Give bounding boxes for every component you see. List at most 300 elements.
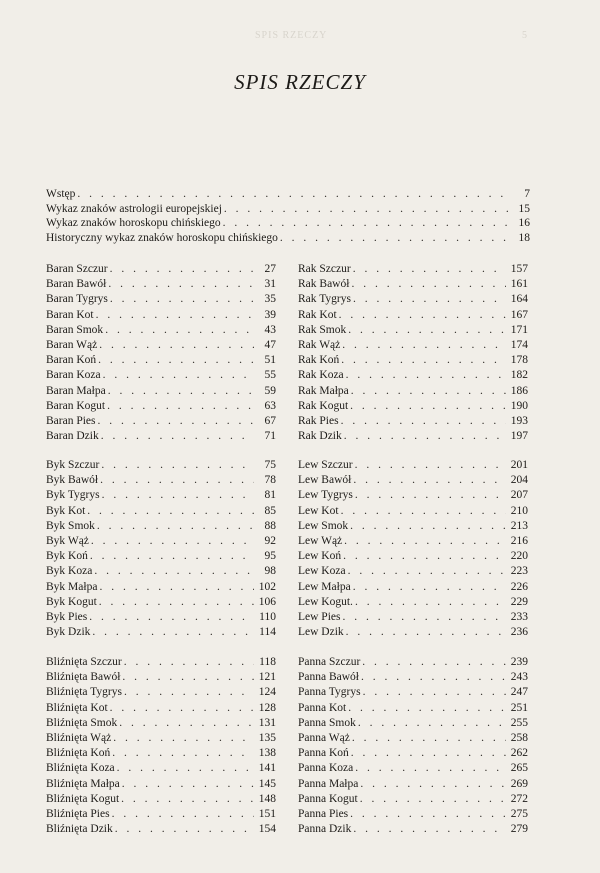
toc-row[interactable] (46, 354, 276, 369)
toc-row[interactable] (46, 203, 530, 218)
toc-label: Baran Dzik (46, 430, 99, 443)
toc-row[interactable] (46, 596, 276, 611)
leader-dots (361, 686, 506, 698)
toc-label: Byk Pies (46, 610, 88, 623)
leader-dots (98, 474, 254, 486)
leader-dots (103, 324, 254, 336)
leader-dots (92, 565, 254, 577)
toc-label: Bliźnięta Kogut (46, 792, 120, 805)
toc-page: 110 (259, 610, 276, 623)
leader-dots (97, 339, 254, 351)
toc-row[interactable] (298, 702, 528, 717)
toc-row[interactable] (298, 778, 528, 793)
toc-row[interactable] (46, 671, 276, 686)
leader-dots (106, 385, 254, 397)
toc-row[interactable] (46, 385, 276, 400)
toc-row[interactable] (298, 474, 528, 489)
toc-page: 43 (264, 323, 276, 336)
toc-label: Byk Kogut (46, 595, 97, 608)
toc-row[interactable] (298, 309, 528, 324)
toc-label: Rak Szczur (298, 263, 351, 275)
toc-label: Panna Koza (298, 762, 354, 775)
toc-page: 262 (510, 747, 528, 760)
toc-page: 197 (510, 430, 528, 443)
toc-label: Bliźnięta Szczur (46, 656, 122, 668)
leader-dots (97, 596, 254, 608)
leader-dots (100, 489, 254, 501)
leader-dots (353, 596, 506, 608)
toc-page: 67 (264, 414, 276, 427)
leader-dots (348, 808, 506, 820)
toc-label: Lew Małpa (298, 580, 351, 593)
toc-label: Rak Pies (298, 414, 339, 427)
toc-label: Wstęp (46, 188, 76, 200)
leader-dots (351, 293, 506, 305)
toc-row[interactable] (46, 793, 276, 808)
toc-row[interactable] (298, 596, 528, 611)
leader-dots (94, 309, 254, 321)
toc-page: 213 (510, 519, 528, 532)
toc-row[interactable] (46, 430, 276, 445)
toc-row[interactable] (298, 535, 528, 550)
leader-dots (105, 400, 254, 412)
toc-label: Panna Małpa (298, 777, 359, 790)
toc-page: 47 (264, 338, 276, 351)
intro-list (46, 188, 530, 246)
toc-page: 118 (259, 656, 276, 668)
toc-page: 178 (510, 354, 528, 367)
leader-dots (341, 550, 506, 562)
leader-dots (340, 339, 506, 351)
toc-page: 75 (264, 459, 276, 471)
toc-page: 145 (258, 777, 276, 790)
toc-label: Panna Kogut (298, 792, 358, 805)
toc-row[interactable] (298, 400, 528, 415)
toc-column-right (298, 656, 528, 838)
toc-page: 31 (264, 278, 276, 291)
leader-dots (221, 217, 508, 229)
toc-row[interactable] (298, 686, 528, 701)
toc-page: 171 (510, 323, 528, 336)
toc-page: 95 (264, 550, 276, 563)
toc-label: Bliźnięta Małpa (46, 777, 120, 790)
toc-label: Baran Koza (46, 369, 101, 382)
toc-row[interactable] (298, 278, 528, 293)
toc-page: 204 (510, 474, 528, 487)
toc-page: 151 (258, 807, 276, 820)
toc-row[interactable] (46, 747, 276, 762)
toc-label: Panna Smok (298, 716, 356, 729)
toc-row[interactable] (46, 293, 276, 308)
leader-dots (353, 489, 506, 501)
toc-row[interactable] (46, 702, 276, 717)
leader-dots (120, 778, 254, 790)
toc-row[interactable] (298, 505, 528, 520)
toc-label: Byk Wąż (46, 534, 89, 547)
toc-page: 59 (264, 384, 276, 397)
toc-row[interactable] (298, 459, 528, 474)
toc-label: Lew Szczur (298, 459, 353, 471)
toc-label: Byk Koza (46, 565, 93, 578)
toc-label: Rak Tygrys (298, 293, 351, 306)
toc-page: 201 (510, 459, 528, 471)
leader-dots (346, 702, 506, 714)
toc-page: 78 (264, 474, 276, 487)
toc-row[interactable] (298, 415, 528, 430)
leader-dots (348, 400, 506, 412)
toc-page: 131 (258, 716, 276, 729)
toc-label: Baran Szczur (46, 263, 108, 275)
toc-page: 135 (258, 731, 276, 744)
toc-row[interactable] (298, 808, 528, 823)
leader-dots (358, 793, 506, 805)
leader-dots (356, 717, 506, 729)
toc-row[interactable] (46, 474, 276, 489)
toc-page: 265 (510, 762, 528, 775)
toc-label: Rak Kot (298, 308, 337, 321)
toc-label: Bliźnięta Smok (46, 716, 118, 729)
toc-page: 272 (510, 792, 528, 805)
toc-page: 251 (510, 701, 528, 714)
leader-dots (117, 717, 254, 729)
toc-row[interactable] (298, 717, 528, 732)
toc-label: Rak Dzik (298, 430, 342, 443)
toc-row[interactable] (46, 581, 276, 596)
toc-label: Panna Wąż (298, 731, 350, 744)
toc-label: Lew Kot (298, 504, 339, 517)
toc-page: 220 (510, 550, 528, 563)
toc-row[interactable] (298, 293, 528, 308)
toc-row[interactable] (46, 535, 276, 550)
toc-page: 16 (518, 217, 530, 229)
leader-dots (342, 535, 506, 547)
leader-dots (108, 293, 254, 305)
toc-page: 161 (510, 278, 528, 291)
toc-page: 226 (510, 580, 528, 593)
toc-page: 167 (510, 308, 528, 321)
toc-column-right (298, 263, 528, 445)
toc-row[interactable] (46, 717, 276, 732)
toc-row[interactable] (298, 339, 528, 354)
toc-label: Rak Koń (298, 354, 340, 367)
toc-row[interactable] (298, 385, 528, 400)
toc-label: Panna Pies (298, 807, 349, 820)
leader-dots (119, 793, 254, 805)
toc-row[interactable] (298, 550, 528, 565)
toc-page: 216 (510, 534, 528, 547)
leader-dots (113, 823, 254, 835)
leader-dots (110, 808, 254, 820)
toc-label: Byk Bawół (46, 474, 99, 487)
leader-dots (96, 354, 254, 366)
toc-page: 15 (518, 202, 530, 215)
toc-row[interactable] (298, 369, 528, 384)
toc-page: 186 (510, 384, 528, 397)
leader-dots (87, 611, 254, 623)
leader-dots (339, 354, 506, 366)
toc-row[interactable] (46, 309, 276, 324)
leader-dots (108, 263, 254, 275)
toc-label: Bliźnięta Koń (46, 747, 111, 760)
toc-page: 81 (264, 489, 276, 502)
toc-row[interactable] (46, 808, 276, 823)
toc-label: Byk Szczur (46, 459, 100, 471)
toc-label: Rak Kogut (298, 399, 349, 412)
toc-label: Bliźnięta Tygrys (46, 686, 122, 699)
toc-page: 275 (510, 807, 528, 820)
leader-dots (110, 747, 254, 759)
toc-page: 148 (258, 792, 276, 805)
toc-column-left (46, 263, 276, 445)
leader-dots (349, 385, 506, 397)
toc-row[interactable] (46, 263, 276, 278)
leader-dots (122, 686, 254, 698)
toc-label: Lew Dzik (298, 626, 344, 639)
toc-page: 55 (264, 369, 276, 382)
toc-label: Byk Dzik (46, 626, 91, 639)
leader-dots (349, 747, 506, 759)
toc-label: Rak Smok (298, 323, 347, 336)
toc-column-left (46, 656, 276, 838)
toc-row[interactable] (46, 762, 276, 777)
toc-label: Lew Pies (298, 610, 341, 623)
toc-label: Baran Koń (46, 354, 97, 367)
leader-dots (95, 520, 254, 532)
leader-dots (122, 656, 254, 668)
toc-row[interactable] (46, 489, 276, 504)
toc-page: 114 (259, 626, 276, 639)
toc-label: Historyczny wykaz znaków horoskopu chińskiego (46, 231, 278, 244)
toc-row[interactable] (298, 762, 528, 777)
toc-page: 63 (264, 399, 276, 412)
toc-label: Panna Koń (298, 747, 349, 760)
toc-page: 207 (510, 489, 528, 502)
toc-label: Rak Koza (298, 369, 344, 382)
toc-label: Baran Tygrys (46, 293, 108, 306)
leader-dots (340, 611, 506, 623)
toc-row[interactable] (46, 611, 276, 626)
leader-dots (106, 278, 254, 290)
toc-label: Bliźnięta Dzik (46, 823, 113, 836)
leader-dots (360, 656, 506, 668)
toc-row[interactable] (46, 188, 530, 203)
toc-page: 157 (510, 263, 528, 275)
toc-page: 128 (258, 701, 276, 714)
toc-page: 39 (264, 308, 276, 321)
leader-dots (344, 369, 506, 381)
toc-row[interactable] (46, 339, 276, 354)
toc-label: Bliźnięta Wąż (46, 731, 112, 744)
toc-row[interactable] (298, 732, 528, 747)
toc-page: 190 (510, 399, 528, 412)
toc-row[interactable] (46, 459, 276, 474)
leader-dots (339, 415, 506, 427)
leader-dots (90, 626, 254, 638)
leader-dots (350, 732, 506, 744)
toc-page: 121 (258, 671, 276, 684)
toc-page: 98 (264, 565, 276, 578)
toc-page: 35 (264, 293, 276, 306)
toc-page: 164 (510, 293, 528, 306)
toc-row[interactable] (298, 611, 528, 626)
toc-page: 88 (264, 519, 276, 532)
leader-dots (115, 762, 254, 774)
toc-row[interactable] (298, 581, 528, 596)
toc-row[interactable] (46, 686, 276, 701)
toc-row[interactable] (46, 565, 276, 580)
toc-label: Rak Małpa (298, 384, 349, 397)
toc-page: 236 (510, 626, 528, 639)
toc-page: 141 (258, 762, 276, 775)
toc-label: Lew Tygrys (298, 489, 353, 502)
toc-label: Lew Koń (298, 550, 342, 563)
toc-label: Bliźnięta Bawół (46, 671, 121, 684)
toc-row[interactable] (298, 354, 528, 369)
toc-row[interactable] (46, 232, 530, 247)
toc-page: 7 (524, 188, 530, 200)
page-number: 5 (522, 30, 528, 41)
toc-page: 138 (258, 747, 276, 760)
leader-dots (89, 535, 254, 547)
leader-dots (96, 415, 254, 427)
toc-page: 85 (264, 504, 276, 517)
toc-page: 210 (510, 504, 528, 517)
toc-label: Wykaz znaków horoskopu chińskiego (46, 217, 221, 229)
toc-row[interactable] (46, 217, 530, 232)
leader-dots (349, 278, 506, 290)
toc-page: 247 (510, 686, 528, 699)
toc-page: 51 (264, 354, 276, 367)
leader-dots (75, 188, 508, 200)
leader-dots (339, 505, 506, 517)
toc-row[interactable] (46, 550, 276, 565)
toc-row[interactable] (46, 400, 276, 415)
toc-label: Byk Małpa (46, 580, 98, 593)
leader-dots (337, 309, 506, 321)
toc-row[interactable] (298, 324, 528, 339)
toc-label: Bliźnięta Kot (46, 701, 108, 714)
toc-page: 223 (510, 565, 528, 578)
leader-dots (351, 263, 506, 275)
toc-label: Wykaz znaków astrologii europejskiej (46, 202, 222, 215)
toc-label: Panna Bawół (298, 671, 360, 684)
leader-dots (348, 520, 506, 532)
toc-label: Baran Kogut (46, 399, 106, 412)
leader-dots (353, 459, 506, 471)
toc-row[interactable] (298, 489, 528, 504)
leader-dots (99, 459, 254, 471)
toc-page: 18 (518, 231, 530, 244)
toc-row[interactable] (298, 263, 528, 278)
leader-dots (120, 671, 254, 683)
running-head: SPIS RZECZY (255, 30, 328, 41)
leader-dots (278, 232, 508, 244)
toc-label: Baran Smok (46, 323, 104, 336)
leader-dots (222, 203, 508, 215)
toc-row[interactable] (46, 778, 276, 793)
toc-row[interactable] (46, 732, 276, 747)
toc-label: Baran Pies (46, 414, 96, 427)
leader-dots (99, 430, 254, 442)
toc-row[interactable] (46, 278, 276, 293)
toc-page: 124 (258, 686, 276, 699)
toc-row[interactable] (46, 823, 276, 838)
leader-dots (346, 565, 506, 577)
toc-label: Byk Tygrys (46, 489, 100, 502)
toc-row[interactable] (298, 656, 528, 671)
toc-label: Lew Kogut. (298, 595, 353, 608)
toc-label: Rak Bawół (298, 278, 350, 291)
toc-label: Byk Koń (46, 550, 88, 563)
toc-page: 182 (510, 369, 528, 382)
toc-page: 174 (510, 338, 528, 351)
toc-label: Panna Szczur (298, 656, 361, 668)
toc-row[interactable] (46, 656, 276, 671)
toc-row[interactable] (298, 823, 528, 838)
leader-dots (351, 823, 506, 835)
leader-dots (342, 430, 506, 442)
page-title: SPIS RZECZY (234, 70, 366, 94)
leader-dots (108, 702, 254, 714)
toc-row[interactable] (46, 324, 276, 339)
toc-page: 193 (510, 414, 528, 427)
toc-page: 279 (510, 823, 528, 836)
toc-row[interactable] (46, 369, 276, 384)
toc-label: Panna Kot (298, 701, 347, 714)
toc-row[interactable] (298, 747, 528, 762)
toc-page: 154 (258, 823, 276, 836)
toc-page: 258 (510, 731, 528, 744)
toc-page: 233 (510, 610, 528, 623)
toc-row[interactable] (46, 415, 276, 430)
toc-label: Lew Wąż (298, 534, 343, 547)
toc-page: 92 (264, 534, 276, 547)
toc-label: Byk Kot (46, 504, 86, 517)
toc-page: 243 (510, 671, 528, 684)
toc-page: 27 (264, 263, 276, 275)
toc-column-right (298, 459, 528, 641)
toc-row[interactable] (298, 430, 528, 445)
leader-dots (358, 778, 506, 790)
toc-row[interactable] (46, 505, 276, 520)
toc-page: 71 (264, 430, 276, 443)
toc-page: 239 (510, 656, 528, 668)
toc-row[interactable] (298, 520, 528, 535)
toc-row[interactable] (46, 626, 276, 641)
leader-dots (344, 626, 506, 638)
toc-row[interactable] (46, 520, 276, 535)
toc-label: Byk Smok (46, 519, 95, 532)
toc-row[interactable] (298, 626, 528, 641)
toc-label: Lew Bawół (298, 474, 352, 487)
toc-label: Baran Kot (46, 308, 94, 321)
toc-row[interactable] (298, 793, 528, 808)
toc-label: Panna Tygrys (298, 686, 361, 699)
toc-page: 106 (258, 595, 276, 608)
leader-dots (111, 732, 254, 744)
leader-dots (88, 550, 254, 562)
leader-dots (351, 474, 506, 486)
leader-dots (351, 581, 506, 593)
toc-row[interactable] (298, 671, 528, 686)
leader-dots (97, 581, 254, 593)
toc-page: 102 (258, 580, 276, 593)
toc-label: Baran Wąż (46, 338, 98, 351)
toc-row[interactable] (298, 565, 528, 580)
toc-label: Bliźnięta Pies (46, 807, 110, 820)
toc-page: 269 (510, 777, 528, 790)
toc-column-left (46, 459, 276, 641)
